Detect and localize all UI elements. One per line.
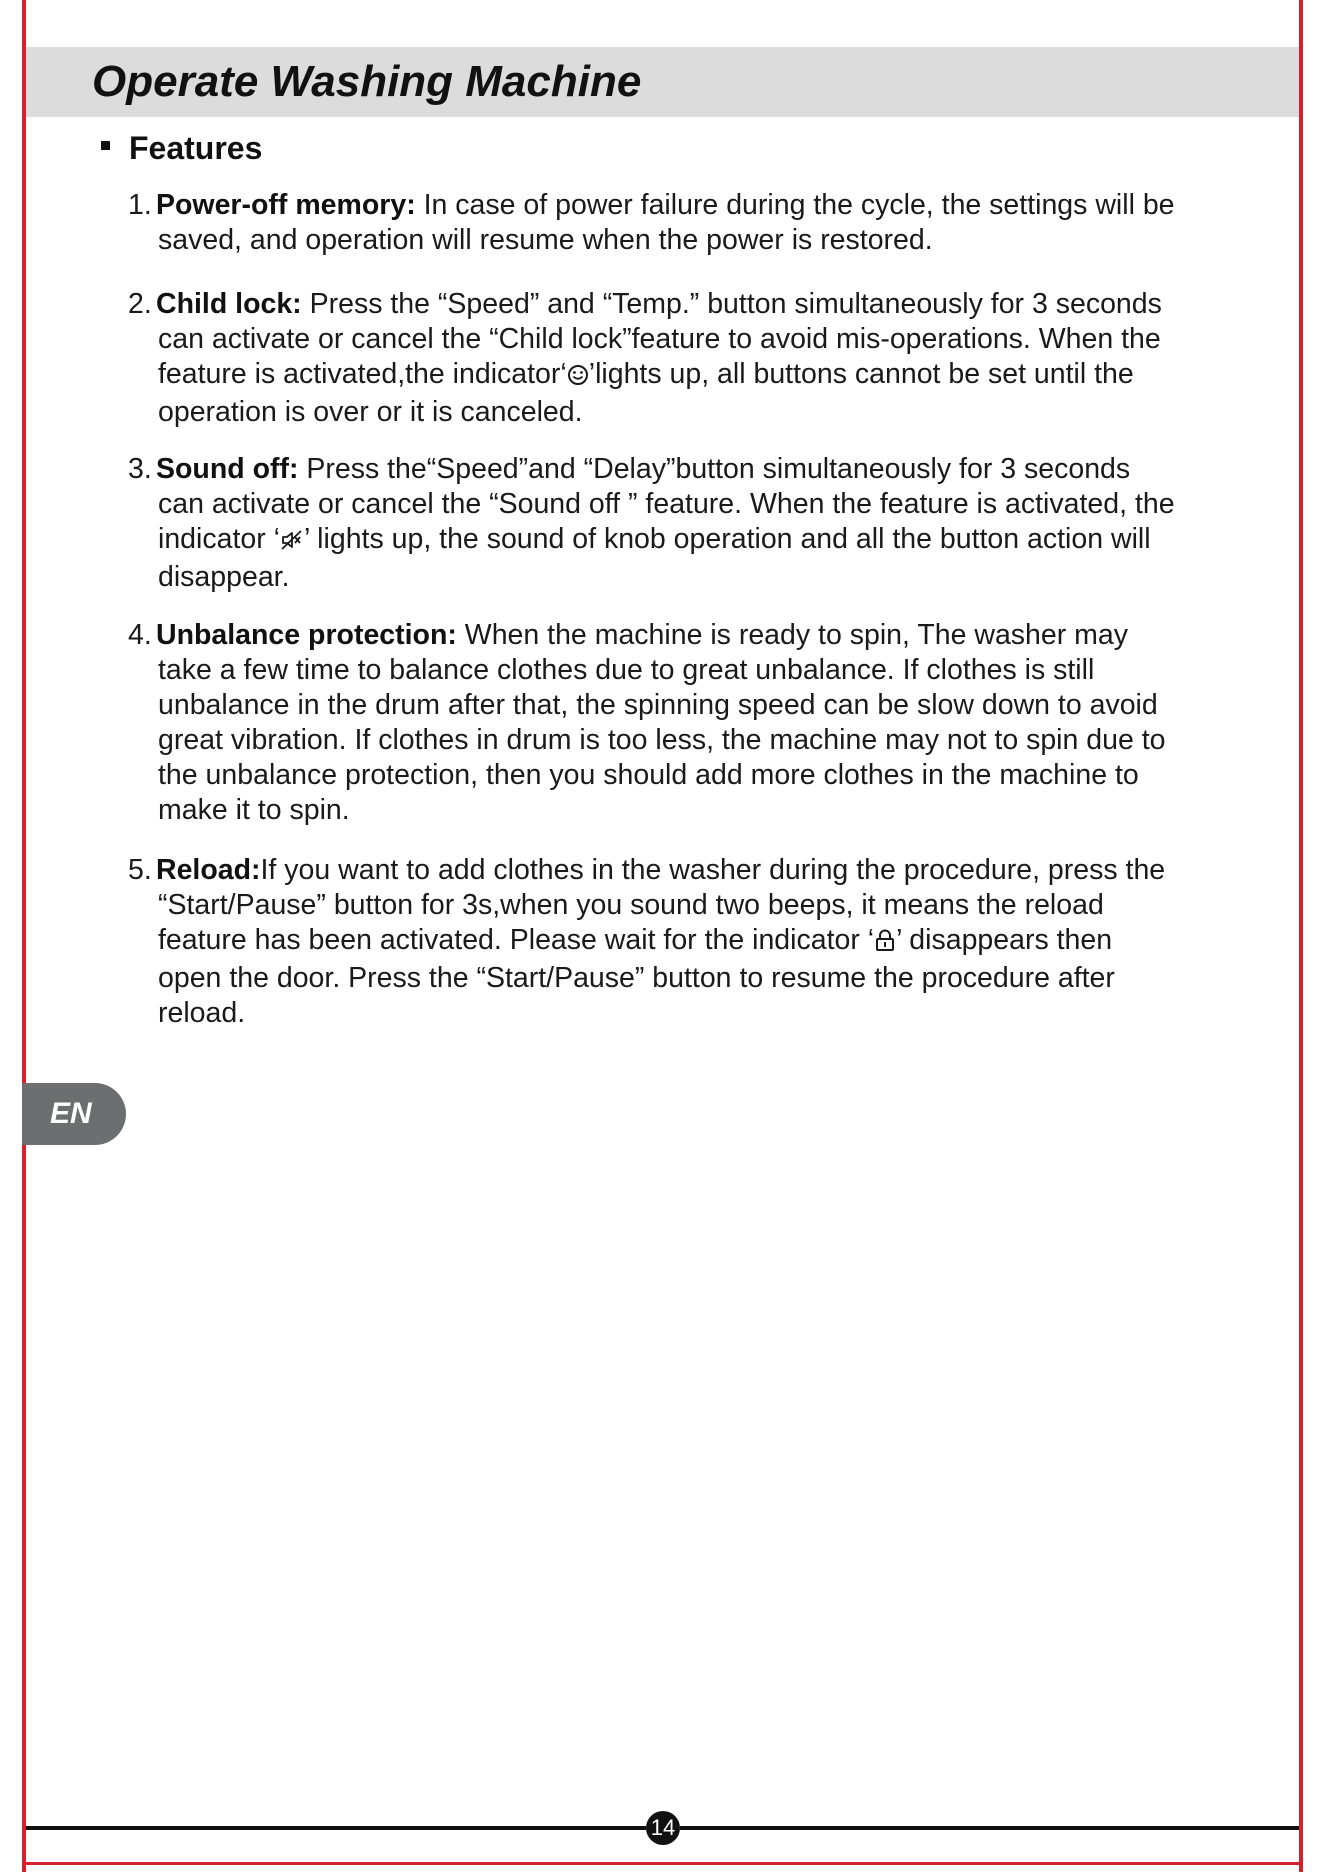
footer-rule-right: [680, 1826, 1299, 1830]
muted-speaker-icon: [280, 525, 304, 560]
feature-body: Press the“Speed”and “Delay”button simultaneously for 3 seconds can activate or cancel the “Sound off ” feature. When the feature is activated, the indicator ‘: [158, 453, 1175, 555]
feature-body: When the machine is ready to spin, The washer may take a few time to balance clothes due to great unbalance. If clothes is still unbalance in the drum after that, the spinning speed can be slow down to avoid great vibration. If clothes in drum is too less, the machine may not to spin due to the unbalance protection, then you should add more clothes in the machine to make it to spin.: [158, 619, 1166, 826]
page-border-left: [22, 0, 26, 1872]
feature-body: If you want to add clothes in the washer during the procedure, press the “Start/Pause” button for 3s,when you sound two beeps, it means the reload feature has been activated. Please wait for the indicator ‘: [158, 854, 1166, 956]
feature-title: Unbalance protection:: [156, 619, 457, 651]
feature-text: [128, 618, 1178, 828]
padlock-icon: [874, 926, 896, 961]
page-title: Operate Washing Machine: [92, 57, 642, 106]
feature-power-off-memory: [128, 188, 1178, 258]
feature-number: 2.: [128, 288, 152, 320]
feature-title: Sound off:: [156, 453, 299, 485]
feature-body: In case of power failure during the cycle, the settings will be saved, and operation will resume when the power is restored.: [158, 189, 1175, 256]
feature-title: Power-off memory:: [156, 189, 416, 221]
feature-number: 3.: [128, 453, 152, 485]
feature-body: Press the “Speed” and “Temp.” button simultaneously for 3 seconds can activate or cancel the “Child lock”feature to avoid mis-operations. When the feature is activated,the indicator‘: [158, 288, 1162, 390]
page-border-right: [1299, 0, 1303, 1872]
feature-text: [128, 452, 1178, 595]
feature-sound-off: [128, 452, 1178, 595]
section-heading: Features: [129, 130, 263, 166]
feature-title: Child lock:: [156, 288, 302, 320]
feature-number: 5.: [128, 854, 152, 886]
feature-number: 4.: [128, 619, 152, 651]
feature-text: [128, 853, 1178, 1031]
page-border-bottom: [22, 1862, 1303, 1865]
feature-text: [128, 287, 1178, 430]
feature-body: ’ lights up, the sound of knob operation and all the button action will disappear.: [158, 523, 1151, 593]
feature-number: 1.: [128, 189, 152, 221]
page-number: 14: [646, 1811, 680, 1845]
feature-title: Reload:: [156, 854, 261, 886]
feature-child-lock: [128, 287, 1178, 430]
feature-unbalance-protection: [128, 618, 1178, 828]
smiley-face-icon: [567, 360, 589, 395]
feature-body: ’ disappears then open the door. Press the “Start/Pause” button to resume the procedure after reload.: [158, 924, 1115, 1029]
language-label: EN: [50, 1097, 92, 1130]
feature-body: ’lights up, all buttons cannot be set until the operation is over or it is canceled.: [158, 358, 1134, 428]
section-bullet: [101, 141, 110, 150]
feature-reload: [128, 853, 1178, 1031]
feature-text: [128, 188, 1178, 258]
footer-rule-left: [26, 1826, 646, 1830]
